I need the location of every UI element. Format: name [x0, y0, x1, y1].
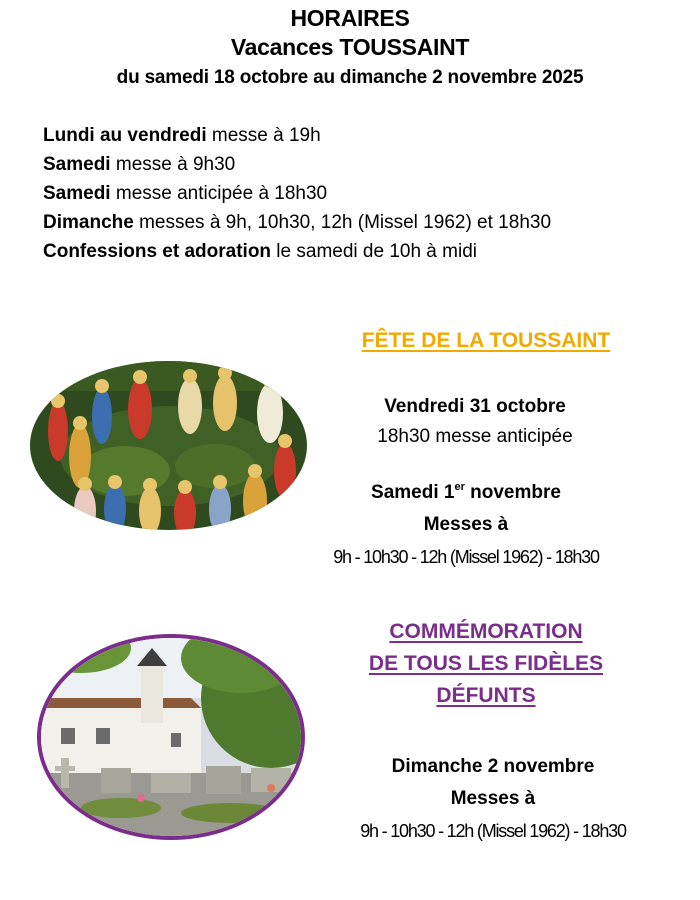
toussaint-friday-day: Vendredi 31 octobre [384, 396, 566, 417]
poster-title: HORAIRES [290, 5, 410, 31]
defunts-sunday-label: Messes à [450, 788, 536, 809]
schedule-line: Dimanche messes à 9h, 10h30, 12h (Missel 1962) et 18h30 [43, 212, 552, 233]
toussaint-friday-detail: 18h30 messe anticipée [377, 426, 573, 447]
toussaint-saturday-day: Samedi 1er novembre [371, 481, 561, 503]
defunts-sunday [293, 751, 693, 847]
schedule-line: Samedi messe à 9h30 [43, 154, 236, 175]
defunts-sunday-times: 9h - 10h30 - 12h (Missel 1962) - 18h30 [360, 821, 626, 841]
schedule-line: Confessions et adoration le samedi de 10h à midi [43, 241, 477, 262]
toussaint-saturday-label: Messes à [423, 514, 509, 535]
defunts-section-title: COMMÉMORATION DE TOUS LES FIDÈLES DÉFUNTS [368, 620, 604, 707]
toussaint-saturday [266, 471, 666, 573]
toussaint-section-title: FÊTE DE LA TOUSSAINT [361, 329, 611, 352]
poster-header [0, 4, 700, 92]
schedule-line: Lundi au vendredi messe à 19h [43, 125, 321, 146]
defunts-sunday-day: Dimanche 2 novembre [391, 756, 595, 777]
poster-date-range: du samedi 18 octobre au dimanche 2 novembre 2025 [116, 67, 584, 88]
schedule-line: Samedi messe anticipée à 18h30 [43, 183, 328, 204]
toussaint-friday [330, 391, 620, 451]
weekly-schedule [43, 121, 683, 266]
poster-subtitle: Vacances TOUSSAINT [230, 34, 470, 60]
toussaint-saturday-times: 9h - 10h30 - 12h (Missel 1962) - 18h30 [333, 547, 599, 567]
cemetery-image [37, 634, 305, 840]
